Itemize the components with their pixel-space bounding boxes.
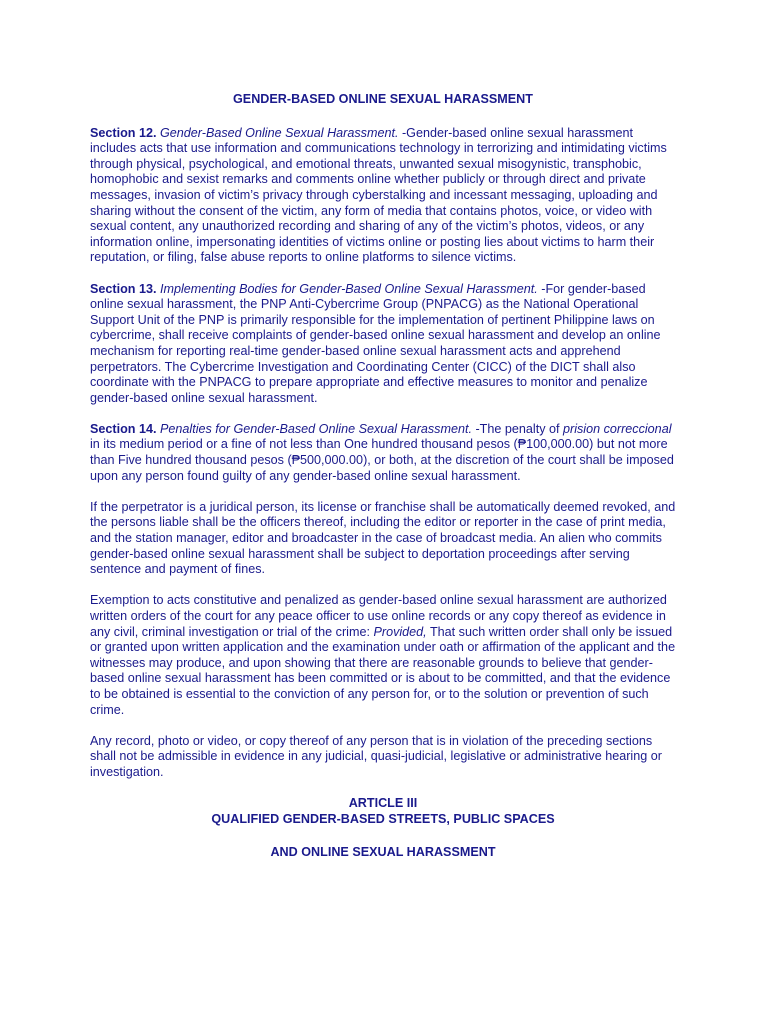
article-title-line-1: QUALIFIED GENDER-BASED STREETS, PUBLIC SPACES	[211, 811, 555, 826]
section-13-body: -For gender-based online sexual harassment, the PNP Anti-Cybercrime Group (PNPACG) as the National Operational Support Unit of the PNP is primarily responsible for the implementation of pertinent Philippine laws on cybercrime, shall receive complaints of gender-based online sexual harassment and develop an online mechanism for reporting real-time gender-based online sexual harassment acts and apprehend perpetrators. The Cybercrime Investigation and Coordinating Center (CICC) of the DICT shall also coordinate with the PNPACG to prepare appropriate and effective measures to monitor and penalize gender-based online sexual harassment.	[90, 281, 661, 405]
section-13	[90, 282, 676, 407]
section-13-number: Section 13.	[90, 281, 157, 296]
section-14-number: Section 14.	[90, 421, 157, 436]
section-14-body-emphasis: prision correccional	[563, 421, 672, 436]
section-12	[90, 126, 676, 266]
section-14-heading: Penalties for Gender-Based Online Sexual Harassment.	[160, 421, 472, 436]
section-12-number: Section 12.	[90, 125, 157, 140]
section-13-heading: Implementing Bodies for Gender-Based Online Sexual Harassment.	[160, 281, 538, 296]
exemption-text-pre: Exemption to acts constitutive and penalized as gender-based online sexual harassment are authorized written orders of the court for any peace officer to use online records or any copy thereof as evidence in any civil, criminal investigation or trial of the crime:	[90, 593, 667, 639]
paragraph-exemption	[90, 593, 676, 718]
paragraph-inadmissible-evidence: Any record, photo or video, or copy thereof of any person that is in violation of the preceding sections shall not be admissible in evidence in any judicial, quasi-judicial, legislative or administrative hearing or investigation.	[90, 733, 662, 779]
article-title-line-2: AND ONLINE SEXUAL HARASSMENT	[270, 845, 496, 860]
section-12-heading: Gender-Based Online Sexual Harassment.	[160, 125, 399, 140]
article-number: ARTICLE III	[348, 796, 418, 811]
exemption-text-emphasis: Provided,	[373, 624, 427, 639]
section-14-body-pre: -The penalty of	[475, 421, 560, 436]
exemption-text-post: That such written order shall only be issued or granted upon written application and the examination under oath or affirmation of the applicant and the witnesses may produce, and upon showing that there are reasonable grounds to believe that gender-based online sexual harassment has been committed or is about to be committed, and that the evidence to be obtained is essential to the conviction of any person for, or to the solution or prevention of such crime.	[90, 624, 676, 717]
document-title: GENDER-BASED ONLINE SEXUAL HARASSMENT	[233, 92, 533, 106]
section-12-body: -Gender-based online sexual harassment includes acts that use information and communications technology in terrorizing and intimidating victims through physical, psychological, and emotional threats, unwanted sexual misogynistic, transphobic, homophobic and sexist remarks and comments online whether publicly or through direct and private messages, invasion of victim’s privacy through cyberstalking and incessant messaging, uploading and sharing without the consent of the victim, any form of media that contains photos, voice, or video with sexual content, any unauthorized recording and sharing of any of the victim’s photos, videos, or any information online, impersonating identities of victims online or posting lies about victims to harm their reputation, or filing, false abuse reports to online platforms to silence victims.	[90, 125, 667, 265]
paragraph-juridical-person: If the perpetrator is a juridical person, its license or franchise shall be automatically deemed revoked, and the persons liable shall be the officers thereof, including the editor or reporter in the case of print media, and the station manager, editor and broadcaster in the case of broadcast media. An alien who commits gender-based online sexual harassment shall be subject to deportation proceedings after serving sentence and payment of fines.	[90, 499, 676, 577]
section-14	[90, 422, 676, 484]
section-14-body-post: in its medium period or a fine of not less than One hundred thousand pesos (₱100,000.00) but not more than Five hundred thousand pesos (₱500,000.00), or both, at the discretion of the court shall be imposed upon any person found guilty of any gender-based online sexual harassment.	[90, 437, 674, 483]
article-spacer	[90, 827, 676, 845]
document-page	[90, 92, 676, 861]
